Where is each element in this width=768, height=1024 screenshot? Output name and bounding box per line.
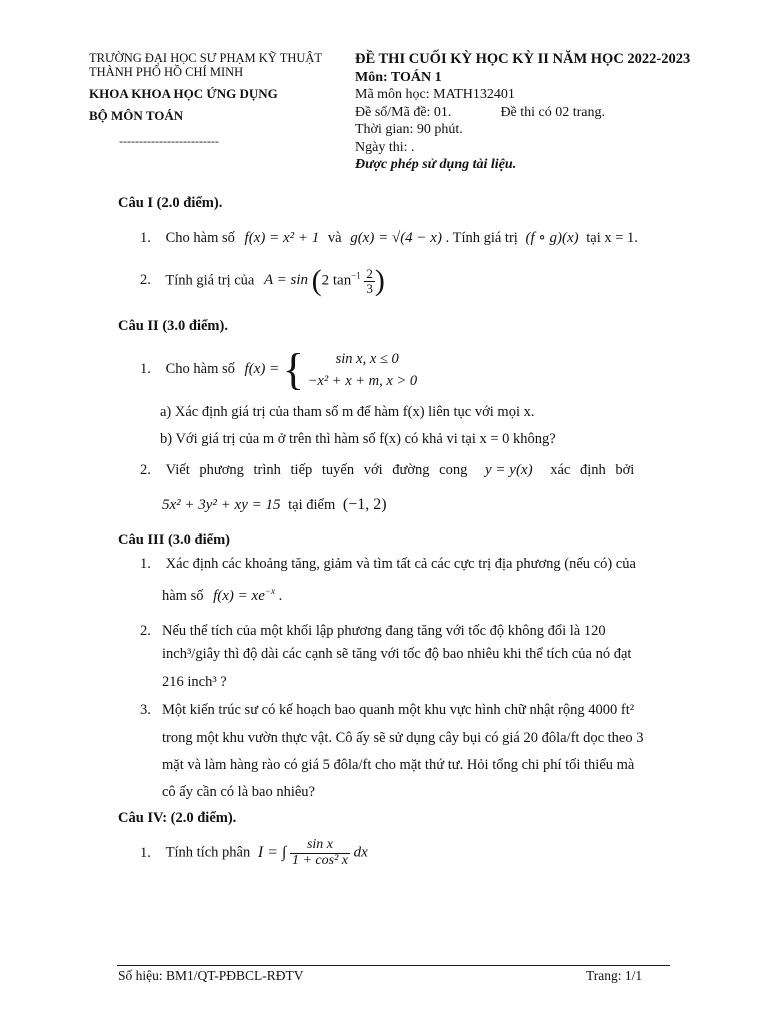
composition-expr: (f ∘ g)(x) xyxy=(525,230,579,246)
footer-form-code: Số hiệu: BM1/QT-PĐBCL-RĐTV xyxy=(118,968,304,983)
item-text: xác định bởi xyxy=(550,462,635,478)
point-coordinates: (−1, 2) xyxy=(342,496,387,513)
question-2-item-2-line-2 xyxy=(162,496,387,514)
question-3-item-3-line-3: mặt và làm hàng rào có giá 5 đôla/ft cho mặt thứ tư. Hỏi tổng chi phí tối thiểu mà xyxy=(162,757,635,773)
school-name-line2: THÀNH PHỐ HỒ CHÍ MINH xyxy=(89,65,244,79)
pages-note: Đề thi có 02 trang. xyxy=(500,104,606,120)
question-3-item-2-line-2: inch³/giây thì độ dài các cạnh sẽ tăng với tốc độ bao nhiêu khi thể tích của nó đạt xyxy=(162,646,632,662)
question-3-item-3-line-2: trong một khu vườn thực vật. Cô ấy sẽ sử dụng cây bụi có giá 20 đôla/ft dọc theo 3 xyxy=(162,730,644,746)
item-number: 1. xyxy=(140,361,151,377)
question-3-item-1 xyxy=(140,556,636,573)
question-3-item-3-line-4: cô ấy cần có là bao nhiêu? xyxy=(162,784,315,800)
question-1-item-2 xyxy=(140,264,385,298)
question-3-item-3 xyxy=(140,702,634,719)
case-1: sin x, x ≤ 0 xyxy=(335,350,399,367)
item-number: 2. xyxy=(140,462,151,478)
question-2-title: Câu II (3.0 điểm). xyxy=(118,318,228,334)
question-2-sub-a: a) Xác định giá trị của tham số m để hàm f(x) liên tục với mọi x. xyxy=(160,404,535,420)
curve-equation: 5x² + 3y² + xy = 15 xyxy=(162,497,281,513)
exponent: −x xyxy=(264,586,275,596)
item-text: Viết phương trình tiếp tuyến với đường cong xyxy=(165,462,468,478)
footer-page-number: Trang: 1/1 xyxy=(586,968,643,983)
case-2: −x² + x + m, x > 0 xyxy=(307,372,418,389)
exam-date: Ngày thi: . xyxy=(355,139,415,155)
item-text: Cho hàm số xyxy=(165,361,235,377)
integral-symbol: I = ∫ xyxy=(257,844,287,862)
exam-code: Đề số/Mã đề: 01. xyxy=(355,104,452,120)
item-text: Tính tích phân xyxy=(165,844,251,861)
exam-code-row xyxy=(355,104,690,122)
question-3-item-2 xyxy=(140,618,670,645)
item-text-line-1: Một kiến trúc sư có kế hoạch bao quanh một khu vực hình chữ nhật rộng 4000 ft² xyxy=(162,702,635,718)
integrand-fraction xyxy=(290,838,350,868)
question-2-item-1 xyxy=(140,344,417,395)
expr-tan: 2 tan xyxy=(321,272,352,289)
exam-header xyxy=(355,51,690,174)
item-text: . Tính giá trị xyxy=(445,230,518,246)
expr-a-left: A = sin xyxy=(263,272,309,289)
item-text: Tính giá trị của xyxy=(165,272,255,289)
function-expr: f(x) = xe xyxy=(213,588,265,604)
school-header xyxy=(89,51,349,123)
question-3-item-1-line-2: hàm số $f(x) = xe^{-x}$ . xyxy=(162,586,283,604)
question-4-title: Câu IV: (2.0 điểm). xyxy=(118,810,237,826)
item-number: 3. xyxy=(140,702,151,718)
exam-title: ĐỀ THI CUỐI KỲ HỌC KỲ II NĂM HỌC 2022-2023 xyxy=(355,51,691,67)
materials-note: Được phép sử dụng tài liệu. xyxy=(355,157,517,172)
differential: dx xyxy=(353,844,368,861)
item-text: tại điểm xyxy=(288,497,336,513)
item-text: Xác định các khoảng tăng, giảm và tìm tất cả các cực trị địa phương (nếu có) của xyxy=(165,556,636,572)
item-number: 1. xyxy=(140,556,151,572)
item-number: 2. xyxy=(140,272,151,289)
function-g-expr: g(x) = √(4 − x) xyxy=(350,230,442,246)
question-4-item-1 xyxy=(140,838,368,868)
piecewise-cases xyxy=(308,348,418,392)
item-text: hàm số xyxy=(162,588,204,604)
question-1-item-1 xyxy=(140,228,638,247)
piecewise-function-label: f(x) = xyxy=(244,361,280,377)
fraction-denominator: 3 xyxy=(366,280,373,296)
item-text: Cho hàm số xyxy=(165,230,235,246)
faculty-name: KHOA KHOA HỌC ỨNG DỤNG xyxy=(89,86,278,101)
subject-code: Mã môn học: MATH132401 xyxy=(355,87,515,102)
footer-divider xyxy=(117,965,670,966)
question-3-title: Câu III (3.0 điểm) xyxy=(118,532,230,548)
item-number: 2. xyxy=(140,623,151,639)
inverse-exponent: −1 xyxy=(351,270,361,281)
paren-open: ( xyxy=(311,264,322,297)
question-2-sub-b: b) Với giá trị của m ở trên thì hàm số f(x) có khả vi tại x = 0 không? xyxy=(160,431,556,447)
question-2-item-2-line-1 xyxy=(140,462,670,479)
item-text: tại x = 1. xyxy=(586,230,638,246)
fraction-numerator: 2 xyxy=(366,265,373,281)
subject-name: Môn: TOÁN 1 xyxy=(355,69,442,85)
question-1-title: Câu I (2.0 điểm). xyxy=(118,195,223,211)
item-number: 1. xyxy=(140,230,151,246)
curve-expr: y = y(x) xyxy=(485,462,533,478)
integrand-numerator: sin x xyxy=(290,838,350,854)
paren-close: ) xyxy=(374,264,385,297)
school-name-line1: TRƯỜNG ĐẠI HỌC SƯ PHẠM KỸ THUẬT xyxy=(89,51,323,65)
item-number: 1. xyxy=(140,844,151,861)
item-text-and: và xyxy=(327,230,342,246)
function-f-expr: f(x) = x² + 1 xyxy=(244,230,320,246)
question-3-item-2-line-3: 216 inch³ ? xyxy=(162,674,227,690)
header-divider-dashes: ------------------------- xyxy=(119,134,219,148)
brace-icon: { xyxy=(282,345,304,394)
department-name: BỘ MÔN TOÁN xyxy=(89,108,184,123)
integrand-denominator: 1 + cos² x xyxy=(291,852,348,868)
item-text-line-1: Nếu thể tích của một khối lập phương đang tăng với tốc độ không đổi là 120 xyxy=(162,623,606,639)
exam-duration: Thời gian: 90 phút. xyxy=(355,122,463,137)
fraction-2-3 xyxy=(364,267,375,295)
